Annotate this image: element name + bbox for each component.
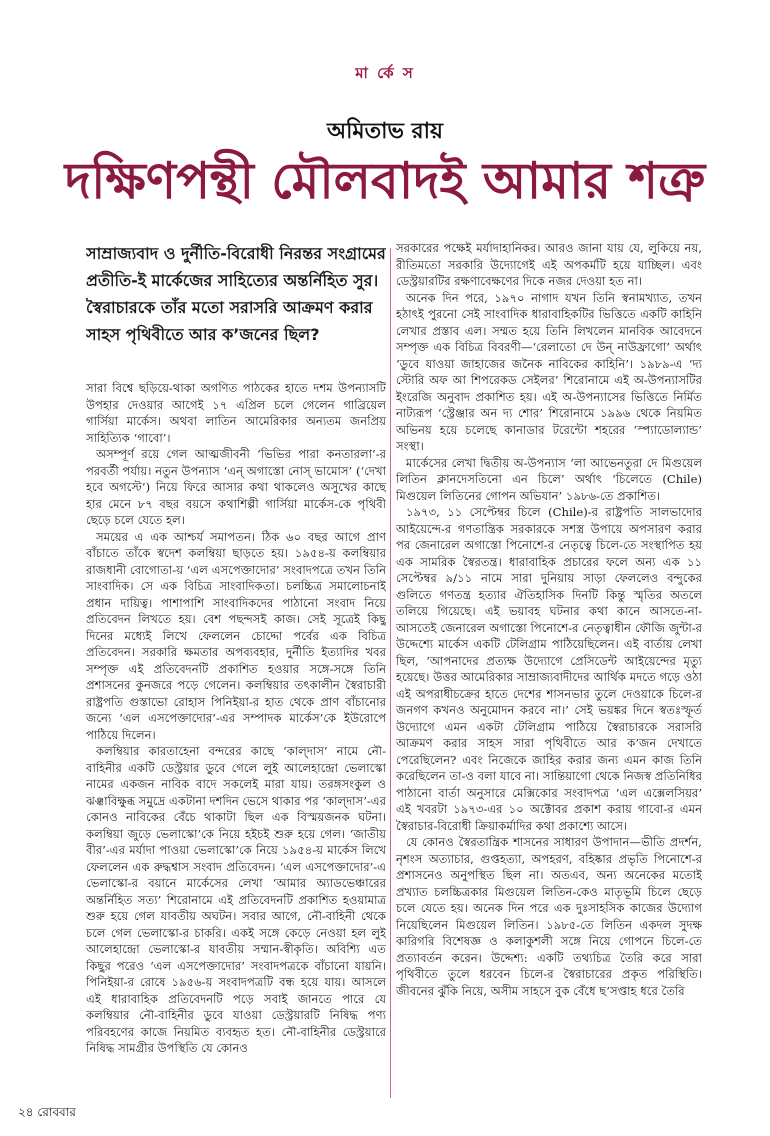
body-paragraph: সারা বিশ্বে ছড়িয়ে-থাকা অগণিত পাঠকের হাতে দশম উপন্যাসটি উপহার দেওয়ার আগেই ১৭ এপ্রিল চলে গেলেন গাব্রিয়েল গার্সিয়া মার্কেস। অথবা লাতিন আমেরিকার অন্যতম জনপ্রিয় সাহিত্যিক ‘গাবো’। — [86, 381, 386, 445]
author-name: অমিতাভ রায় — [327, 119, 443, 144]
headline: দক্ষিণপন্থী মৌলবাদই আমার শত্রু — [64, 152, 706, 210]
left-column — [86, 240, 386, 1098]
body-paragraph: মার্কেসের লেখা দ্বিতীয় অ-উপন্যাস ‘লা আভেনতুরা দে মিগুয়েল লিতিন ক্লানদেসতিনো এন চিলে’ অর্থাৎ ‘চিলেতে (Chile) মিগুয়েল লিতিনের গোপন অভিযান’ ১৯৮৬-তে প্রকাশিত। — [396, 455, 702, 503]
body-paragraph: সরকারের পক্ষেই মর্যাদাহানিকর। আরও জানা যায় যে, লুকিয়ে নয়, রীতিমতো সরকারি উদ্যোগেই এই অপকর্মটি হয়ে যাচ্ছিল। এবং ডেস্ট্রয়ারটির রক্ষণাবেক্ষণের দিকে নজর দেওয়া হত না। — [396, 241, 702, 288]
page-footer: ২৪ রোববার — [18, 1105, 76, 1119]
section-tag: মা র্কে স — [355, 64, 415, 82]
body-paragraph: অনেক দিন পরে, ১৯৭০ নাগাদ যখন তিনি স্বনামখ্যাত, তখন হঠাৎই পুরনো সেই সাংবাদিক ধারাবাহিকটির ভিত্তিতে একটি কাহিনি লেখার প্রস্তাব এল। সম্মত হয়ে তিনি লিখলেন মানবিক আবেদনে সম্পৃক্ত এক বিচিত্র বিবরণী—‘রেলাতো দে উন্‌ নাউফ্রাগো’ অর্থাৎ ‘ডুবে যাওয়া জাহাজের জনৈক নাবিকের কাহিনি’। ১৯৮৯-এ ‘দ্য স্টোরি অফ আ শিপরেকড সেইলর’ শিরোনামে এই অ-উপন্যাসটির ইংরেজি অনুবাদ প্রকাশিত হয়। এই অ-উপন্যাসের ভিত্তিতে নির্মিত নাট্যরূপ ‘স্ট্রেঞ্জার অন দ্য শোর’ শিরোনামে ১৯৯৬ থেকে নিয়মিত অভিনয় হয়ে চলেছে কানাডার টরেন্টো শহরের ‘স্প্যাডোল্যান্ড’ সংস্থা। — [396, 290, 702, 453]
standfirst: সাম্রাজ্যবাদ ও দুর্নীতি-বিরোধী নিরন্তর সংগ্রামের প্রতীতি-ই মার্কেজের সাহিত্যের অন্তর্নিহিত সুর। স্বৈরাচারকে তাঁর মতো সরাসরি আক্রমণ করার সাহস পৃথিবীতে আর ক’জনের ছিল? — [86, 244, 386, 344]
body-paragraph: সময়ের এ এক আশ্চর্য সমাপতন। ঠিক ৬০ বছর আগে প্রাণ বাঁচাতে তাঁকে স্বদেশ কলম্বিয়া ছাড়তে হয়। ১৯৫৪-য় কলম্বিয়ার রাজধানী বোগোতা-য় ‘এল এসপেক্তাদোর’ সংবাদপত্রে তখন তিনি সাংবাদিক। সে এক বিচিত্র সাংবাদিকতা। চলচ্চিত্র সমালোচনাই প্রধান দায়িত্ব। পাশাপাশি সাংবাদিকদের পাঠানো সংবাদ নিয়ে প্রতিবেদন লিখতে হয়। বেশ পছন্দসই কাজ। সেই সূত্রেই কিছু দিনের মধ্যেই লিখে ফেললেন চোদ্দো পর্বের এক বিচিত্র প্রতিবেদন। সরকারি ক্ষমতার অপব্যবহার, দুর্নীতি ইত্যাদির খবর সম্পৃক্ত এই প্রতিবেদনটি প্রকাশিত হওয়ার সঙ্গে-সঙ্গে তিনি প্রশাসনের কুনজরে পড়ে গেলেন। কলম্বিয়ার তৎকালীন স্বৈরাচারী রাষ্ট্রপতি গুস্তাভো রোহাস পিনিইয়া-র হাত থেকে প্রাণ বাঁচানোর জন্যে ‘এল এসপেক্তাদোর’-এর সম্পাদক মার্কেস’কে ইউরোপে পাঠিয়ে দিলেন। — [86, 529, 386, 742]
body-paragraph: যে কোনও স্বৈরতান্ত্রিক শাসনের সাধারণ উপাদান—ভীতি প্রদর্শন, নৃশংস অত্যাচার, গুপ্তহত্যা, অপহরণ, বহিষ্কার প্রভৃতি পিনোশে-র প্রশাসনেও অনুপস্থিত ছিল না। অতএব, অন্য অনেকের মতোই প্রখ্যাত চলচ্চিত্রকার মিগুয়েল লিতিন-কেও মাতৃভূমি চিলে ছেড়ে চলে যেতে হয়। অনেক দিন পরে এক দুঃসাহসিক কাজের উদ্যোগ নিয়েছিলেন মিগুয়েল লিতিন। ১৯৮৫-তে লিতিন একদল সুদক্ষ কারিগরি বিশেষজ্ঞ ও কলাকুশলী সঙ্গে নিয়ে গোপনে চিলে-তে প্রত্যাবর্তন করেন। উদ্দেশ্য: একটি তথ্যচিত্র তৈরি করে সারা পৃথিবীতে তুলে ধরবেন চিলে-র স্বৈরাচারের প্রকৃত পরিস্থিতি। জীবনের ঝুঁকি নিয়ে, অসীম সাহসে বুক বেঁধে ছ’সপ্তাহ ধরে তৈরি — [396, 835, 702, 998]
body-paragraph: ১৯৭৩, ১১ সেপ্টেম্বর চিলে (Chile)-র রাষ্ট্রপতি সালভাদোর আইয়েন্দে-র গণতান্ত্রিক সরকারকে সশস্ত্র উপায়ে অপসারণ করার পর জেনারেল অগাস্তো পিনোশে-র নেতৃত্বে চিলে-তে সংস্থাপিত হয় এক সামরিক স্বৈরতন্ত্র। ধারাবাহিক প্রচারের ফলে অন্য এক ১১ সেপ্টেম্বর ৯/১১ নামে সারা দুনিয়ায় সাড়া ফেললেও বন্দুকের গুলিতে গণতন্ত্র হত্যার ঐতিহাসিক দিনটি কিন্তু স্মৃতির অতলে তলিয়ে গিয়েছে। এই ভয়াবহ ঘটনার কথা কানে আসতে-না-আসতেই জেনারেল অগাস্তো পিনোশে-র নেতৃত্বাধীন ফৌজি জুন্টা-র উদ্দেশ্যে মার্কেস একটি টেলিগ্রাম পাঠিয়েছিলেন। এই বার্তায় লেখা ছিল, ‘আপনাদের প্রত্যক্ষ উদ্যোগে প্রেসিডেন্ট আইয়েন্দের মৃত্যু হয়েছে। উত্তর আমেরিকার সাম্রাজ্যবাদীদের আর্থিক মদতে গড়ে ওঠা এই অপরাধীচক্রের হাতে দেশের শাসনভার তুলে দেওয়াকে চিলে-র জনগণ কখনও অনুমোদন করবে না।’ সেই ভয়ঙ্কর দিনে স্বতঃস্ফূর্ত উদ্যোগে এমন একটা টেলিগ্রাম পাঠিয়ে স্বৈরাচারকে সরাসরি আক্রমণ করার সাহস সারা পৃথিবীতে আর ক’জন দেখাতে পেরেছিলেন? এবং নিজেকে জাহির করার জন্য এমন কাজ তিনি করেছিলেন তা-ও বলা যাবে না। সান্তিয়াগো থেকে নিজস্ব প্রতিনিধির পাঠানো বার্তা অনুসারে মেক্সিকোর সংবাদপত্র ‘এল এক্সেলসিয়র’ এই খবরটা ১৯৭৩-এর ১০ অক্টোবর প্রকাশ করায় গাবো-র এমন স্বৈরাচার-বিরোধী ক্রিয়াকর্মাদির কথা প্রকাশ্যে আসে। — [396, 505, 702, 833]
body-paragraph: অসম্পূর্ণ রয়ে গেল আত্মজীবনী ‘ভিভির পারা কনতারলা’-র পরবর্তী পর্যায়। নতুন উপন্যাস ‘এন্‌ অগাস্তো নোস্‌ ভামোস’ (‘দেখা হবে অগস্টে’) নিয়ে ফিরে আসার কথা থাকলেও অসুখের কাছে হার মেনে ৮৭ বছর বয়সে কথাশিল্পী গার্সিয়া মার্কেস-কে পৃথিবী ছেড়ে চলে যেতে হল। — [86, 447, 386, 527]
body-paragraph: কলম্বিয়ার কারতাহেনা বন্দরের কাছে ‘কাল্‌দাস’ নামে নৌ-বাহিনীর একটি ডেস্ট্রয়ার ডুবে গেলে লুই আলেহান্দ্রো ভেলাস্কো নামের একজন নাবিক বাদে সকলেই মারা যায়। তরঙ্গসংকুল ও ঝঞ্ঝাবিক্ষুব্ধ সমুদ্রে একটানা দশদিন ভেসে থাকার পর ‘কাল্‌দাস’-এর কোনও নাবিকের বেঁচে থাকাটা ছিল এক বিস্ময়জনক ঘটনা। কলম্বিয়া জুড়ে ভেলাস্কো’কে নিয়ে হইচই শুরু হয়ে গেল। ‘জাতীয় বীর’-এর মর্যাদা পাওয়া ভেলাস্কো’কে নিয়ে ১৯৫৪-য় মার্কেস লিখে ফেললেন এক রুদ্ধশ্বাস সংবাদ প্রতিবেদন। ‘এল এসপেক্তাদোর’-এ ভেলাস্কো-র বয়ানে মার্কেসের লেখা ‘আমার অ্যাডভেঞ্চারের অন্তর্নিহিত সত্য’ শিরোনামে এই প্রতিবেদনটি প্রকাশিত হওয়ামাত্র শুরু হয়ে গেল যাবতীয় অঘটন। সবার আগে, নৌ-বাহিনী থেকে চলে গেল ভেলাস্কো-র চাকরি। একই সঙ্গে কেড়ে নেওয়া হল লুই আলেহান্দ্রো ভেলাস্কো-র যাবতীয় সম্মান-স্বীকৃতি। অবিশ্যি এত কিছুর পরেও ‘এল এসপেক্তাদোর’ সংবাদপত্রকে বাঁচানো যায়নি। পিনিইয়া-র রোষে ১৯৫৬-য় সংবাদপত্রটি বন্ধ হয়ে যায়। আসলে এই ধারাবাহিক প্রতিবেদনটি পড়ে সবাই জানতে পারে যে কলম্বিয়ার নৌ-বাহিনীর ডুবে যাওয়া ডেস্ট্রয়ারটি নিষিদ্ধ পণ্য পরিবহণের কাজে নিয়মিত ব্যবহৃত হত। নৌ-বাহিনীর ডেস্ট্রয়ারে নিষিদ্ধ সামগ্রীর উপস্থিতি যে কোনও — [86, 744, 386, 1055]
column-divider — [390, 248, 391, 1098]
right-column — [396, 240, 702, 1098]
